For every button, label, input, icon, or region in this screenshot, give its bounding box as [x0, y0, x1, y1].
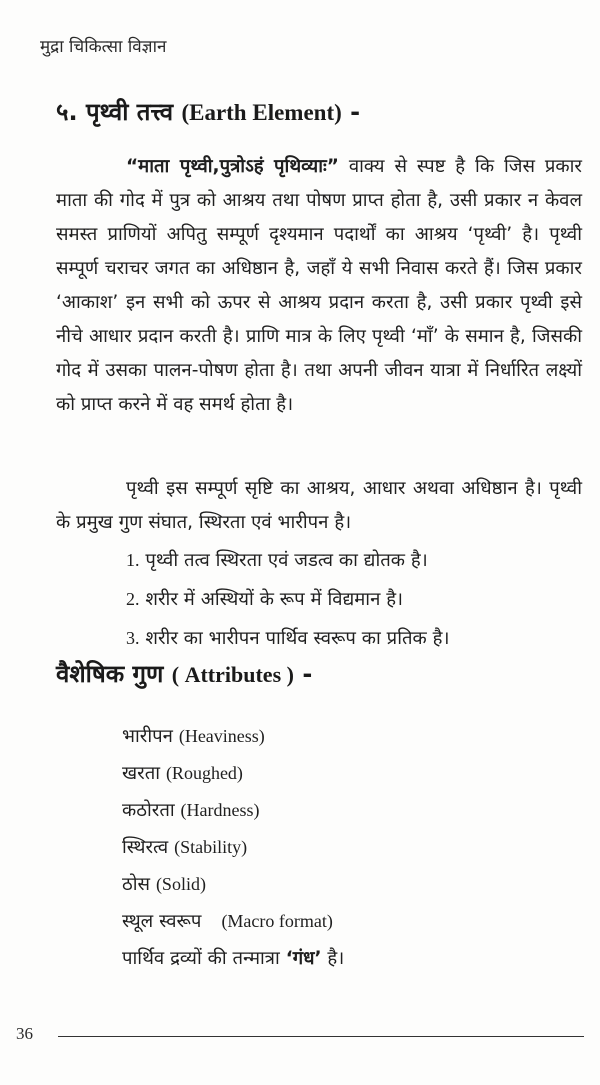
list-item — [126, 619, 586, 658]
paragraph-earth-qualities-text: पृथ्वी इस सम्पूर्ण सृष्टि का आश्रय, आधार अथवा अधिष्ठान है। पृथ्वी के प्रमुख गुण संघात, स्थिरता एवं भारीपन है। — [56, 478, 582, 533]
section-title-dash: - — [350, 98, 361, 126]
attribute-item — [122, 718, 344, 755]
list-item — [126, 541, 586, 580]
sanskrit-quote: “माता पृथ्वी,पुत्रोऽहं पृथिव्याः” — [126, 156, 339, 177]
attribute-english: (Solid) — [155, 874, 206, 894]
section-title-hindi: पृथ्वी तत्त्व — [85, 98, 174, 126]
tanmatra-line — [122, 940, 344, 977]
attributes-list — [122, 718, 344, 977]
paragraph-earth-intro — [56, 150, 582, 422]
attribute-item — [122, 829, 344, 866]
attribute-english: (Stability) — [174, 837, 248, 857]
attribute-hindi: ठोस — [122, 874, 151, 895]
attribute-hindi: स्थूल स्वरूप — [122, 911, 202, 932]
tanmatra-text: पार्थिव द्रव्यों की तन्मात्रा — [122, 948, 286, 969]
attributes-heading — [56, 657, 312, 690]
attributes-heading-hindi: वैशेषिक गुण — [56, 660, 164, 688]
attribute-item — [122, 792, 344, 829]
attribute-english: (Hardness) — [180, 800, 260, 820]
attribute-item — [122, 866, 344, 903]
attribute-english: (Heaviness) — [178, 726, 265, 746]
paragraph-earth-intro-text: वाक्य से स्पष्ट है कि जिस प्रकार माता की गोद में पुत्र को आश्रय तथा पोषण प्राप्त होता है, उसी प्रकार न केवल समस्त प्राणियों अपितु सम्पूर्ण दृश्यमान पदार्थों का आश्रय ‘पृथ्वी’ है। पृथ्वी सम्पूर्ण चराचर जगत का अधिष्ठान है, जहाँ ये सभी निवास करते हैं। जिस प्रकार ‘आकाश’ इन सभी को ऊपर से आश्रय प्रदान करता है, उसी प्रकार पृथ्वी इसे नीचे आधार प्रदान करती है। प्राणि मात्र के लिए पृथ्वी ‘माँ’ के समान है, जिसकी गोद में उसका पालन-पोषण होता है। तथा अपनी जीवन यात्रा में निर्धारित लक्ष्यों को प्राप्त करने में वह समर्थ होता है। — [56, 156, 582, 415]
list-item-text: शरीर का भारीपन पार्थिव स्वरूप का प्रतिक है। — [145, 628, 450, 649]
attribute-item — [122, 755, 344, 792]
attribute-hindi: स्थिरत्व — [122, 837, 169, 858]
tanmatra-bold: ‘गंध’ — [285, 948, 322, 969]
attribute-english: (Roughed) — [165, 763, 243, 783]
section-title-english: (Earth Element) — [181, 100, 342, 125]
section-heading — [56, 95, 360, 128]
attribute-hindi: भारीपन — [122, 726, 173, 747]
attribute-hindi: कठोरता — [122, 800, 175, 821]
footer-rule — [58, 1036, 584, 1037]
page-number: 36 — [16, 1024, 33, 1043]
numbered-list — [126, 541, 586, 658]
list-item — [126, 580, 586, 619]
attribute-item — [122, 903, 344, 940]
attributes-heading-dash: - — [302, 660, 313, 688]
attributes-heading-english: ( Attributes ) — [171, 662, 294, 687]
attribute-hindi: खरता — [122, 763, 161, 784]
section-number: ५. — [56, 98, 78, 126]
paragraph-earth-qualities — [56, 472, 582, 540]
list-item-number: 3. — [126, 628, 140, 648]
list-item-number: 1. — [126, 550, 140, 570]
tanmatra-end: है। — [321, 948, 345, 969]
running-header: मुद्रा चिकित्सा विज्ञान — [40, 37, 167, 57]
list-item-text: पृथ्वी तत्व स्थिरता एवं जडत्व का द्योतक है। — [145, 550, 428, 571]
list-item-text: शरीर में अस्थियों के रूप में विद्यमान है। — [145, 589, 404, 610]
list-item-number: 2. — [126, 589, 140, 609]
attribute-english: (Macro format) — [221, 911, 333, 931]
